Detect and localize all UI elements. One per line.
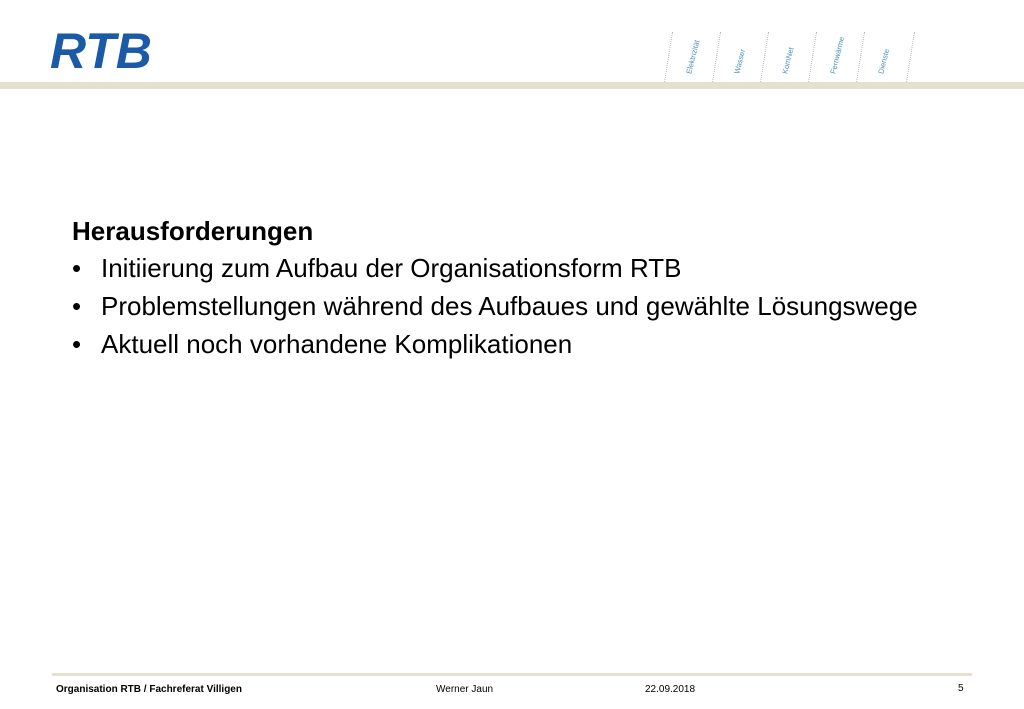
bullet-icon: • [72,291,82,321]
tab-label: Dienste [876,47,892,75]
tab-dienste [860,28,906,89]
tab-label: Elektrizität [684,39,702,75]
bullet-text: Problemstellungen während des Aufbaues und gewählte Lösungswege [101,291,918,321]
rtb-logo [50,24,154,74]
footer-author: Werner Jaun [436,684,494,695]
bullet-item [72,287,931,325]
rtb-logo-mark [50,24,154,74]
footer-organisation: Organisation RTB / Fachreferat Villigen [56,684,242,695]
footer-divider [52,673,972,676]
bullet-icon: • [72,329,82,359]
division-tabs [668,28,928,89]
bullet-item [72,325,931,363]
page-number: 5 [958,683,964,694]
bullet-icon: • [72,253,82,283]
tab-label: Fernwärme [828,35,847,75]
tab-elektrizitaet [668,28,714,89]
tab-wasser [716,28,762,89]
bullet-item [72,249,931,287]
tab-komnet [764,28,810,89]
bullet-text: Aktuell noch vorhandene Komplikationen [101,329,573,359]
tab-label: KomNet [780,46,796,75]
bullet-text: Initiierung zum Aufbau der Organisationsform RTB [101,253,682,283]
bullet-list [72,249,952,363]
slide-content [72,213,952,363]
header-divider [0,82,1024,89]
footer-date: 22.09.2018 [645,684,696,695]
tab-fernwaerme [812,28,858,89]
rtb-logo-text: RTB [50,24,152,74]
slide-heading: Herausforderungen [72,216,314,246]
tab-label: Wasser [732,48,748,75]
